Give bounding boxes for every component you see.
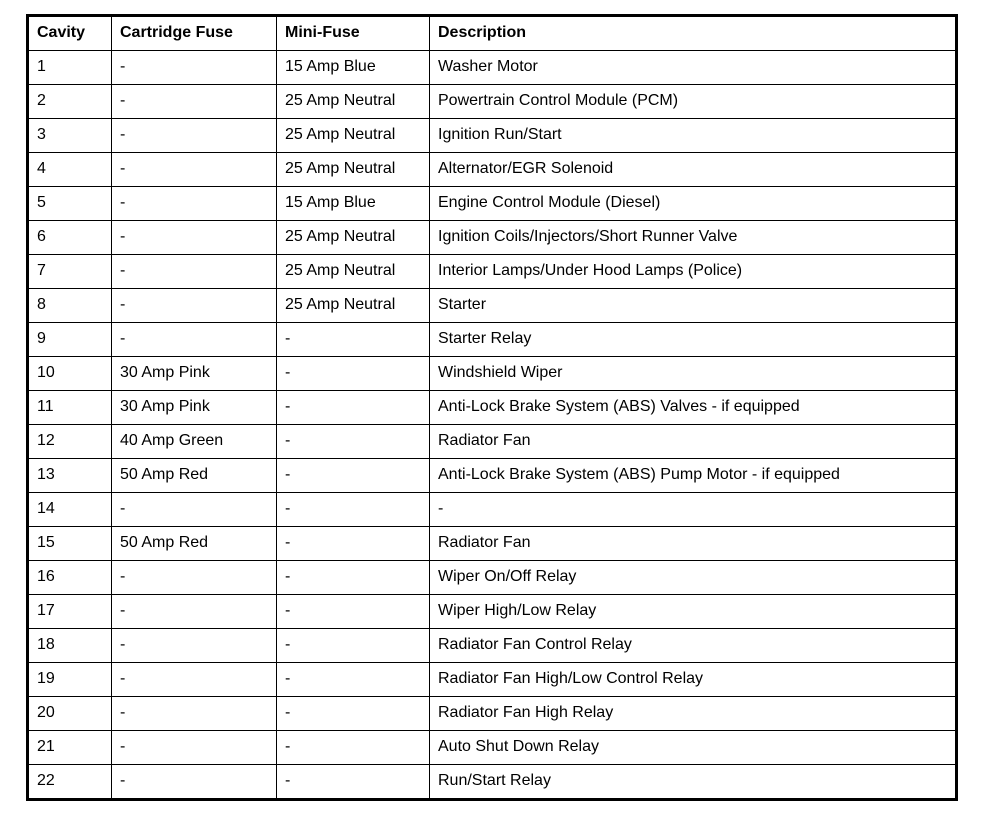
cell-description: Starter Relay — [430, 323, 957, 357]
cell-description: Wiper High/Low Relay — [430, 595, 957, 629]
cell-cartridge-fuse: - — [112, 187, 277, 221]
cell-cartridge-fuse: - — [112, 85, 277, 119]
table-row — [28, 85, 957, 119]
cell-cavity: 6 — [28, 221, 112, 255]
cell-mini-fuse: - — [277, 765, 430, 800]
cell-cartridge-fuse: - — [112, 731, 277, 765]
cell-mini-fuse: - — [277, 459, 430, 493]
cell-cavity: 5 — [28, 187, 112, 221]
table-row — [28, 425, 957, 459]
cell-cartridge-fuse: - — [112, 765, 277, 800]
cell-cavity: 2 — [28, 85, 112, 119]
cell-cartridge-fuse: - — [112, 221, 277, 255]
cell-mini-fuse: - — [277, 595, 430, 629]
header-description: Description — [430, 16, 957, 51]
cell-description: Ignition Coils/Injectors/Short Runner Valve — [430, 221, 957, 255]
cell-cavity: 8 — [28, 289, 112, 323]
cell-cavity: 13 — [28, 459, 112, 493]
cell-description: Ignition Run/Start — [430, 119, 957, 153]
cell-cartridge-fuse: - — [112, 629, 277, 663]
cell-cartridge-fuse: 30 Amp Pink — [112, 357, 277, 391]
cell-cavity: 22 — [28, 765, 112, 800]
table-row — [28, 357, 957, 391]
table-row — [28, 697, 957, 731]
cell-mini-fuse: - — [277, 731, 430, 765]
cell-cavity: 11 — [28, 391, 112, 425]
cell-description: Interior Lamps/Under Hood Lamps (Police) — [430, 255, 957, 289]
table-row — [28, 187, 957, 221]
cell-cartridge-fuse: - — [112, 663, 277, 697]
table-row — [28, 255, 957, 289]
cell-cavity: 9 — [28, 323, 112, 357]
cell-description: Engine Control Module (Diesel) — [430, 187, 957, 221]
cell-cartridge-fuse: - — [112, 153, 277, 187]
cell-mini-fuse: 15 Amp Blue — [277, 51, 430, 85]
table-row — [28, 663, 957, 697]
table-row — [28, 731, 957, 765]
cell-description: Radiator Fan High/Low Control Relay — [430, 663, 957, 697]
cell-mini-fuse: - — [277, 425, 430, 459]
cell-cavity: 16 — [28, 561, 112, 595]
cell-description: Alternator/EGR Solenoid — [430, 153, 957, 187]
cell-cavity: 12 — [28, 425, 112, 459]
table-row — [28, 391, 957, 425]
cell-cavity: 14 — [28, 493, 112, 527]
cell-mini-fuse: 25 Amp Neutral — [277, 289, 430, 323]
cell-description: Anti-Lock Brake System (ABS) Pump Motor - if equipped — [430, 459, 957, 493]
cell-cavity: 15 — [28, 527, 112, 561]
cell-mini-fuse: 25 Amp Neutral — [277, 119, 430, 153]
cell-cartridge-fuse: - — [112, 51, 277, 85]
header-cavity: Cavity — [28, 16, 112, 51]
cell-mini-fuse: 25 Amp Neutral — [277, 255, 430, 289]
cell-description: Washer Motor — [430, 51, 957, 85]
header-row — [28, 16, 957, 51]
cell-description: Anti-Lock Brake System (ABS) Valves - if equipped — [430, 391, 957, 425]
table-row — [28, 119, 957, 153]
cell-mini-fuse: 25 Amp Neutral — [277, 85, 430, 119]
cell-description: Wiper On/Off Relay — [430, 561, 957, 595]
cell-mini-fuse: - — [277, 561, 430, 595]
cell-cartridge-fuse: - — [112, 595, 277, 629]
cell-mini-fuse: - — [277, 493, 430, 527]
cell-cavity: 1 — [28, 51, 112, 85]
cell-description: Powertrain Control Module (PCM) — [430, 85, 957, 119]
cell-cavity: 19 — [28, 663, 112, 697]
cell-mini-fuse: 25 Amp Neutral — [277, 153, 430, 187]
cell-description: Starter — [430, 289, 957, 323]
cell-description: Radiator Fan High Relay — [430, 697, 957, 731]
cell-cartridge-fuse: - — [112, 289, 277, 323]
cell-cartridge-fuse: - — [112, 323, 277, 357]
cell-mini-fuse: 15 Amp Blue — [277, 187, 430, 221]
cell-mini-fuse: - — [277, 323, 430, 357]
table-row — [28, 765, 957, 800]
cell-cartridge-fuse: - — [112, 561, 277, 595]
cell-mini-fuse: - — [277, 357, 430, 391]
table-body — [28, 51, 957, 800]
cell-cavity: 21 — [28, 731, 112, 765]
cell-description: Windshield Wiper — [430, 357, 957, 391]
cell-cavity: 4 — [28, 153, 112, 187]
cell-cartridge-fuse: 30 Amp Pink — [112, 391, 277, 425]
cell-cartridge-fuse: 50 Amp Red — [112, 527, 277, 561]
cell-cartridge-fuse: - — [112, 493, 277, 527]
cell-description: Run/Start Relay — [430, 765, 957, 800]
cell-mini-fuse: - — [277, 697, 430, 731]
cell-mini-fuse: - — [277, 391, 430, 425]
header-mini-fuse: Mini-Fuse — [277, 16, 430, 51]
cell-description: Radiator Fan Control Relay — [430, 629, 957, 663]
cell-cavity: 10 — [28, 357, 112, 391]
cell-mini-fuse: 25 Amp Neutral — [277, 221, 430, 255]
cell-cartridge-fuse: 50 Amp Red — [112, 459, 277, 493]
table-row — [28, 527, 957, 561]
table-row — [28, 459, 957, 493]
header-cartridge-fuse: Cartridge Fuse — [112, 16, 277, 51]
cell-cavity: 17 — [28, 595, 112, 629]
cell-description: - — [430, 493, 957, 527]
cell-cavity: 3 — [28, 119, 112, 153]
table-row — [28, 323, 957, 357]
cell-description: Auto Shut Down Relay — [430, 731, 957, 765]
cell-mini-fuse: - — [277, 527, 430, 561]
cell-cartridge-fuse: - — [112, 697, 277, 731]
cell-cavity: 20 — [28, 697, 112, 731]
table-row — [28, 595, 957, 629]
table-row — [28, 561, 957, 595]
cell-cartridge-fuse: 40 Amp Green — [112, 425, 277, 459]
table-row — [28, 221, 957, 255]
cell-cavity: 7 — [28, 255, 112, 289]
table-row — [28, 289, 957, 323]
cell-cartridge-fuse: - — [112, 119, 277, 153]
cell-description: Radiator Fan — [430, 527, 957, 561]
cell-mini-fuse: - — [277, 663, 430, 697]
table-header — [28, 16, 957, 51]
cell-description: Radiator Fan — [430, 425, 957, 459]
cell-cartridge-fuse: - — [112, 255, 277, 289]
cell-cavity: 18 — [28, 629, 112, 663]
fuse-table — [26, 14, 958, 801]
table-row — [28, 153, 957, 187]
cell-mini-fuse: - — [277, 629, 430, 663]
table-row — [28, 629, 957, 663]
table-row — [28, 493, 957, 527]
table-row — [28, 51, 957, 85]
